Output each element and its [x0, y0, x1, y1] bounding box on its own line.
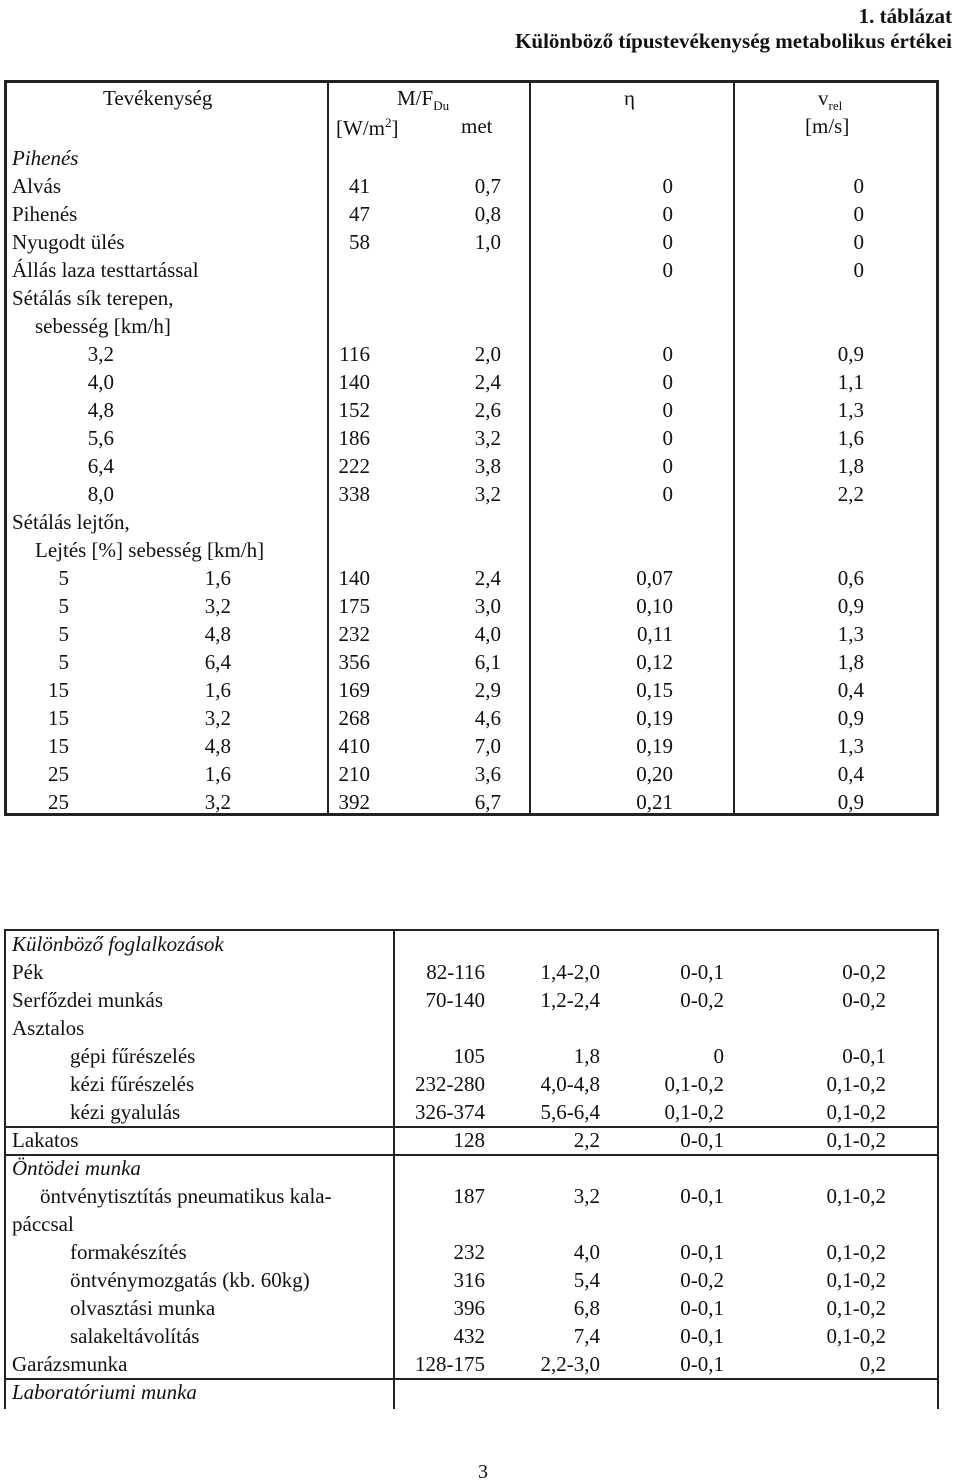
row-label: gépi fűrészelés — [70, 1044, 196, 1068]
vrel-value: 0 — [853, 258, 864, 282]
eta-value: 0,07 — [636, 566, 673, 590]
wm2-value: 169 — [338, 678, 370, 702]
met-value: 1,0 — [474, 230, 501, 254]
eta-value: 0 — [662, 174, 673, 198]
eta-value: 0-0,2 — [680, 1268, 724, 1292]
slope-value: 15 — [48, 678, 69, 702]
row-label: Sétálás lejtőn, — [12, 510, 130, 534]
row-label: Különböző foglalkozások — [12, 932, 224, 956]
table-title: Különböző típustevékenység metabolikus értékei — [515, 29, 952, 53]
row-label: Állás laza testtartással — [12, 258, 199, 282]
vrel-value: 1,1 — [837, 370, 864, 394]
eta-value: 0 — [662, 482, 673, 506]
vrel-value: 0-0,2 — [842, 960, 886, 984]
col-header-wm2-prefix: [W/m — [336, 116, 385, 140]
vrel-value: 0,4 — [837, 678, 864, 702]
eta-value: 0-0,1 — [680, 960, 724, 984]
met-value: 4,0 — [573, 1240, 600, 1264]
met-value: 0,7 — [474, 174, 501, 198]
row-label: Nyugodt ülés — [12, 230, 125, 254]
vrel-value: 0,9 — [837, 594, 864, 618]
eta-value: 0-0,2 — [680, 988, 724, 1012]
met-value: 2,0 — [474, 342, 501, 366]
met-value: 6,7 — [474, 790, 501, 814]
vrel-value: 0 — [853, 174, 864, 198]
wm2-value: 41 — [349, 174, 370, 198]
col-header-mf-main: M/F — [397, 86, 434, 110]
wm2-value: 128-175 — [415, 1352, 485, 1376]
met-value: 3,0 — [474, 594, 501, 618]
wm2-value: 432 — [453, 1324, 485, 1348]
wm2-value: 232 — [338, 622, 370, 646]
eta-value: 0,15 — [636, 678, 673, 702]
table2-right-rule — [937, 929, 939, 1409]
col-header-wm2 — [336, 116, 398, 139]
row-label: páccsal — [12, 1212, 74, 1236]
row-label: Garázsmunka — [12, 1352, 128, 1376]
eta-value: 0,12 — [636, 650, 673, 674]
wm2-value: 210 — [338, 762, 370, 786]
speed-value: 3,2 — [204, 706, 231, 730]
eta-value: 0 — [662, 398, 673, 422]
vrel-value: 2,2 — [837, 482, 864, 506]
wm2-value: 140 — [338, 370, 370, 394]
vrel-value: 0 — [853, 230, 864, 254]
wm2-value: 326-374 — [415, 1100, 485, 1124]
wm2-value: 232-280 — [415, 1072, 485, 1096]
eta-value: 0 — [662, 258, 673, 282]
wm2-value: 175 — [338, 594, 370, 618]
met-value: 6,8 — [573, 1296, 600, 1320]
vrel-value: 0,1-0,2 — [826, 1240, 886, 1264]
slope-value: 25 — [48, 790, 69, 814]
row-label: Lakatos — [12, 1128, 79, 1152]
wm2-value: 268 — [338, 706, 370, 730]
eta-value: 0,1-0,2 — [664, 1072, 724, 1096]
wm2-value: 47 — [349, 202, 370, 226]
col-header-vrel-unit: [m/s] — [805, 114, 850, 138]
met-value: 4,0 — [474, 622, 501, 646]
speed-value: 8,0 — [87, 482, 114, 506]
eta-value: 0,20 — [636, 762, 673, 786]
speed-value: 4,0 — [87, 370, 114, 394]
page-number: 3 — [478, 1461, 488, 1483]
met-value: 4,6 — [474, 706, 501, 730]
col-header-met: met — [461, 114, 493, 138]
col-header-vrel-main: v — [818, 86, 829, 110]
wm2-value: 116 — [339, 342, 370, 366]
eta-value: 0,19 — [636, 734, 673, 758]
row-label: Laboratóriumi munka — [12, 1380, 197, 1404]
table1-col-divider-3 — [733, 82, 735, 814]
col-header-activity: Tevékenység — [103, 86, 213, 110]
row-label: Öntödei munka — [12, 1156, 141, 1180]
met-value: 5,4 — [573, 1268, 600, 1292]
vrel-value: 0,9 — [837, 706, 864, 730]
wm2-value: 140 — [338, 566, 370, 590]
col-header-wm2-sup: 2 — [384, 115, 392, 130]
eta-value: 0 — [662, 342, 673, 366]
row-label: olvasztási munka — [70, 1296, 216, 1320]
vrel-value: 0,9 — [837, 790, 864, 814]
eta-value: 0-0,1 — [680, 1240, 724, 1264]
eta-value: 0,19 — [636, 706, 673, 730]
met-value: 0,8 — [474, 202, 501, 226]
wm2-value: 187 — [453, 1184, 485, 1208]
wm2-value: 152 — [338, 398, 370, 422]
wm2-value: 410 — [338, 734, 370, 758]
row-label: Alvás — [12, 174, 61, 198]
met-value: 1,2-2,4 — [540, 988, 600, 1012]
met-value: 3,8 — [474, 454, 501, 478]
vrel-value: 1,3 — [837, 398, 864, 422]
speed-value: 3,2 — [87, 342, 114, 366]
vrel-value: 1,8 — [837, 454, 864, 478]
row-divider — [4, 1154, 939, 1156]
wm2-value: 316 — [453, 1268, 485, 1292]
met-value: 3,2 — [573, 1184, 600, 1208]
col-header-vrel — [818, 88, 842, 112]
wm2-value: 396 — [453, 1296, 485, 1320]
vrel-value: 0,1-0,2 — [826, 1128, 886, 1152]
table1-col-divider-1 — [327, 82, 329, 814]
row-label: öntvénymozgatás (kb. 60kg) — [70, 1268, 310, 1292]
vrel-value: 0,2 — [859, 1352, 886, 1376]
eta-value: 0,21 — [636, 790, 673, 814]
wm2-value: 338 — [338, 482, 370, 506]
speed-value: 3,2 — [204, 594, 231, 618]
vrel-value: 0,9 — [837, 342, 864, 366]
eta-value: 0-0,1 — [680, 1296, 724, 1320]
met-value: 5,6-6,4 — [540, 1100, 600, 1124]
eta-value: 0-0,1 — [680, 1352, 724, 1376]
table1-col-divider-2 — [529, 82, 531, 814]
row-label: Pihenés — [12, 202, 78, 226]
speed-value: 1,6 — [204, 678, 231, 702]
met-value: 2,9 — [474, 678, 501, 702]
eta-value: 0-0,1 — [680, 1184, 724, 1208]
col-header-vrel-sub: rel — [828, 98, 843, 114]
eta-value: 0 — [662, 202, 673, 226]
row-label: öntvénytisztítás pneumatikus kala- — [40, 1184, 332, 1208]
row-label: Lejtés [%] sebesség [km/h] — [35, 538, 265, 562]
vrel-value: 0,1-0,2 — [826, 1184, 886, 1208]
col-header-wm2-suffix: ] — [391, 116, 399, 140]
wm2-value: 128 — [453, 1128, 485, 1152]
row-label: Sétálás sík terepen, — [12, 286, 174, 310]
eta-value: 0,10 — [636, 594, 673, 618]
col-header-mf — [397, 88, 449, 112]
met-value: 3,6 — [474, 762, 501, 786]
eta-value: 0 — [662, 230, 673, 254]
vrel-value: 0,1-0,2 — [826, 1296, 886, 1320]
wm2-value: 58 — [349, 230, 370, 254]
met-value: 1,4-2,0 — [540, 960, 600, 984]
table2-left-rule — [4, 929, 6, 1409]
row-label: sebesség [km/h] — [35, 314, 171, 338]
vrel-value: 0,6 — [837, 566, 864, 590]
eta-value: 0,1-0,2 — [664, 1100, 724, 1124]
slope-value: 15 — [48, 706, 69, 730]
vrel-value: 0,1-0,2 — [826, 1100, 886, 1124]
col-header-mf-sub: Du — [433, 98, 450, 114]
speed-value: 4,8 — [204, 622, 231, 646]
wm2-value: 105 — [453, 1044, 485, 1068]
vrel-value: 0,4 — [837, 762, 864, 786]
table1-frame — [4, 80, 939, 816]
met-value: 2,6 — [474, 398, 501, 422]
wm2-value: 232 — [453, 1240, 485, 1264]
row-label: Asztalos — [12, 1016, 85, 1040]
eta-value: 0-0,1 — [680, 1128, 724, 1152]
row-label: kézi fűrészelés — [70, 1072, 195, 1096]
slope-value: 5 — [58, 650, 69, 674]
wm2-value: 82-116 — [426, 960, 485, 984]
col-header-eta: η — [624, 86, 635, 110]
vrel-value: 0-0,1 — [842, 1044, 886, 1068]
slope-value: 5 — [58, 622, 69, 646]
row-label: formakészítés — [70, 1240, 187, 1264]
vrel-value: 1,8 — [837, 650, 864, 674]
met-value: 2,2-3,0 — [540, 1352, 600, 1376]
vrel-value: 0 — [853, 202, 864, 226]
row-label: salakeltávolítás — [70, 1324, 200, 1348]
eta-value: 0 — [662, 454, 673, 478]
row-label: Pihenés — [12, 146, 79, 170]
met-value: 2,4 — [474, 566, 501, 590]
slope-value: 15 — [48, 734, 69, 758]
speed-value: 5,6 — [87, 426, 114, 450]
wm2-value: 222 — [338, 454, 370, 478]
row-label: Serfőzdei munkás — [12, 988, 164, 1012]
met-value: 3,2 — [474, 482, 501, 506]
met-value: 2,4 — [474, 370, 501, 394]
table2-col-divider — [393, 929, 395, 1409]
eta-value: 0 — [713, 1044, 724, 1068]
met-value: 2,2 — [573, 1128, 600, 1152]
speed-value: 6,4 — [204, 650, 231, 674]
vrel-value: 0-0,2 — [842, 988, 886, 1012]
vrel-value: 0,1-0,2 — [826, 1268, 886, 1292]
met-value: 6,1 — [474, 650, 501, 674]
wm2-value: 70-140 — [425, 988, 485, 1012]
vrel-value: 0,1-0,2 — [826, 1072, 886, 1096]
wm2-value: 392 — [338, 790, 370, 814]
slope-value: 5 — [58, 594, 69, 618]
table-number: 1. táblázat — [858, 4, 952, 28]
met-value: 1,8 — [573, 1044, 600, 1068]
met-value: 3,2 — [474, 426, 501, 450]
speed-value: 6,4 — [87, 454, 114, 478]
eta-value: 0 — [662, 426, 673, 450]
speed-value: 1,6 — [204, 762, 231, 786]
eta-value: 0,11 — [637, 622, 673, 646]
speed-value: 4,8 — [204, 734, 231, 758]
wm2-value: 186 — [338, 426, 370, 450]
eta-value: 0-0,1 — [680, 1324, 724, 1348]
wm2-value: 356 — [338, 650, 370, 674]
speed-value: 3,2 — [204, 790, 231, 814]
met-value: 7,0 — [474, 734, 501, 758]
vrel-value: 0,1-0,2 — [826, 1324, 886, 1348]
met-value: 7,4 — [573, 1324, 600, 1348]
slope-value: 5 — [58, 566, 69, 590]
speed-value: 4,8 — [87, 398, 114, 422]
met-value: 4,0-4,8 — [540, 1072, 600, 1096]
vrel-value: 1,3 — [837, 734, 864, 758]
vrel-value: 1,6 — [837, 426, 864, 450]
eta-value: 0 — [662, 370, 673, 394]
vrel-value: 1,3 — [837, 622, 864, 646]
speed-value: 1,6 — [204, 566, 231, 590]
row-label: kézi gyalulás — [70, 1100, 181, 1124]
row-label: Pék — [12, 960, 44, 984]
slope-value: 25 — [48, 762, 69, 786]
